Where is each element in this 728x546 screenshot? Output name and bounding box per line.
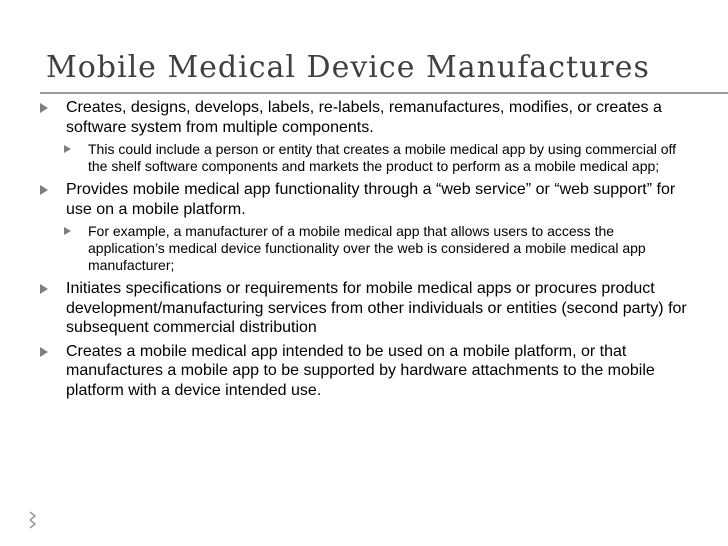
triangle-bullet-icon: [40, 185, 48, 195]
title-divider: [40, 92, 728, 94]
bullet-text: Initiates specifications or requirements for mobile medical apps or procures product development/manufacturing services from other individuals or entities (second party) for subsequent commercial distribution: [66, 280, 687, 336]
triangle-bullet-icon: [64, 227, 71, 235]
corner-arrows-icon: [28, 510, 38, 530]
sub-bullet-text: This could include a person or entity that creates a mobile medical app by using commercial off the shelf software components and markets the product to perform as a mobile medical app;: [88, 141, 677, 174]
triangle-bullet-icon: [40, 347, 48, 357]
bullet-item: [34, 342, 694, 401]
bullet-item: [34, 98, 694, 137]
bullet-item: [34, 279, 694, 338]
triangle-bullet-icon: [64, 145, 71, 153]
slide-title: Mobile Medical Device Manufactures: [46, 50, 650, 85]
sub-bullet-item: [34, 223, 694, 274]
triangle-bullet-icon: [40, 284, 48, 294]
bullet-list: [34, 98, 694, 404]
bullet-item: [34, 180, 694, 219]
sub-bullet-item: [34, 141, 694, 175]
triangle-bullet-icon: [40, 103, 48, 113]
sub-bullet-text: For example, a manufacturer of a mobile medical app that allows users to access the application’s medical device functionality over the web is considered a mobile medical app manufacturer;: [88, 223, 646, 273]
bullet-text: Creates, designs, develops, labels, re-labels, remanufactures, modifies, or creates a software system from multiple components.: [66, 99, 662, 136]
bullet-text: Provides mobile medical app functionality through a “web service” or “web support” for use on a mobile platform.: [66, 181, 676, 218]
bullet-text: Creates a mobile medical app intended to be used on a mobile platform, or that manufactures a mobile app to be supported by hardware attachments to the mobile platform with a device intended use.: [66, 342, 655, 399]
